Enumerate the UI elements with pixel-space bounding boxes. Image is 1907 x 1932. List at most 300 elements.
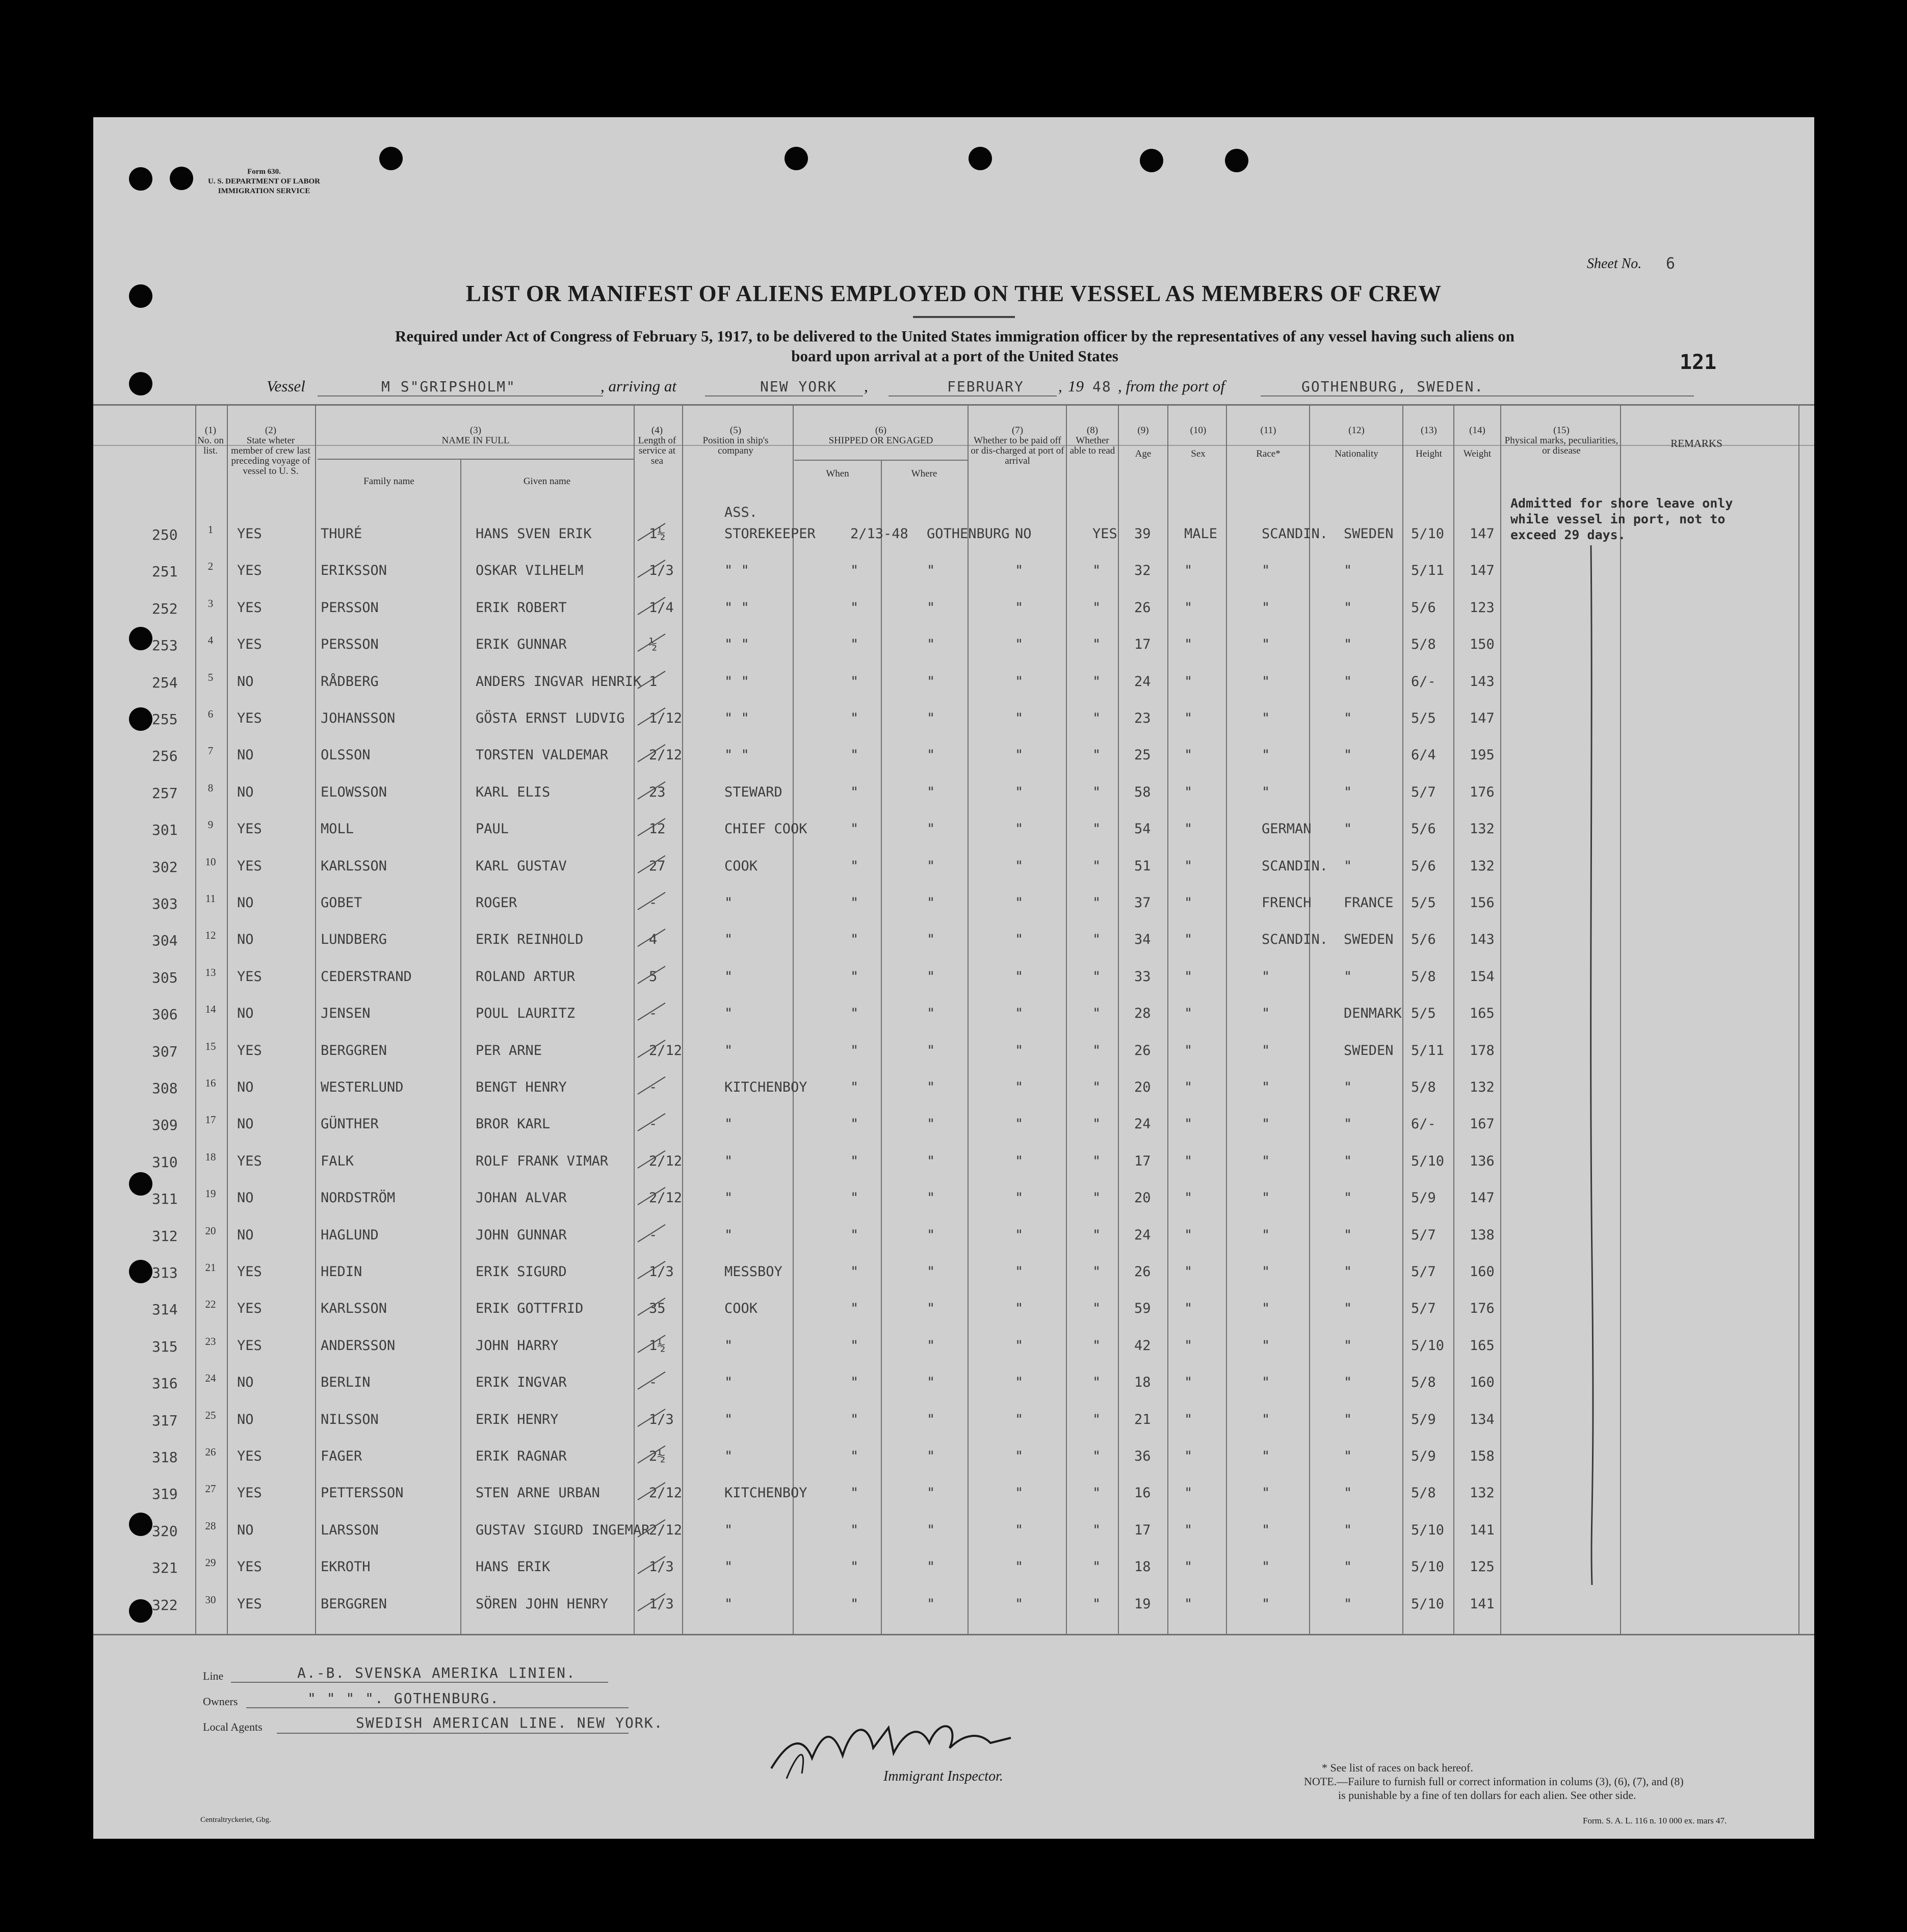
sex: "	[1184, 563, 1193, 578]
length-of-service: 2/12	[649, 1485, 683, 1501]
shipped-when: "	[850, 1227, 859, 1243]
race: SCANDIN.	[1262, 526, 1328, 542]
shipped-where: "	[927, 821, 935, 837]
paid-off: "	[1015, 1005, 1024, 1021]
prev-voyage: NO	[237, 1005, 254, 1021]
line-number: 30	[205, 1594, 216, 1606]
position: "	[724, 1153, 733, 1169]
form-code: Form. S. A. L. 116 n. 10 000 ex. mars 47.	[1583, 1816, 1727, 1825]
arriving-label: , arriving at	[600, 377, 676, 395]
page-title: LIST OR MANIFEST OF ALIENS EMPLOYED ON THE VESSEL AS MEMBERS OF CREW	[465, 281, 1442, 306]
prev-voyage: YES	[237, 1338, 262, 1354]
row-reference-number: 251	[152, 563, 178, 580]
position: STOREKEEPER	[724, 526, 816, 542]
punch-hole	[129, 627, 152, 650]
family-name: FALK	[321, 1153, 354, 1169]
family-name: ERIKSSON	[321, 563, 387, 578]
vessel-label: Vessel	[267, 377, 305, 395]
age: 42	[1134, 1338, 1151, 1354]
tick-mark	[634, 1221, 669, 1246]
length-of-service: -	[649, 1116, 658, 1132]
length-of-service: 1/3	[649, 1596, 674, 1612]
height: 5/10	[1411, 526, 1445, 542]
family-name: ELOWSSON	[321, 784, 387, 800]
tick-mark	[634, 852, 669, 877]
race: "	[1262, 1190, 1270, 1206]
paid-off: "	[1015, 1116, 1024, 1132]
shipped-when: "	[850, 821, 859, 837]
shipped-when: "	[850, 1301, 859, 1316]
shipped-when: "	[850, 600, 859, 616]
weight: 195	[1470, 747, 1495, 763]
able-to-read: "	[1092, 858, 1101, 874]
row-reference-number: 308	[152, 1080, 178, 1097]
able-to-read: "	[1092, 1153, 1101, 1169]
family-name: PERSSON	[321, 637, 379, 652]
length-of-service: 2/12	[649, 1522, 683, 1538]
row-reference-number: 312	[152, 1228, 178, 1245]
shipped-where: "	[927, 932, 935, 947]
shipped-when: "	[850, 747, 859, 763]
age: 24	[1134, 1227, 1151, 1243]
length-of-service: 5	[649, 969, 658, 985]
shipped-where: "	[927, 674, 935, 690]
weight: 123	[1470, 600, 1495, 616]
able-to-read: "	[1092, 1190, 1101, 1206]
shipped-where: "	[927, 1043, 935, 1058]
age: 28	[1134, 1005, 1151, 1021]
prev-voyage: NO	[237, 895, 254, 911]
nationality: "	[1344, 747, 1352, 763]
family-name: LUNDBERG	[321, 932, 387, 947]
col-service-header: (4) Length of service at sea	[638, 425, 676, 466]
tick-mark	[634, 962, 669, 988]
row-reference-number: 315	[152, 1338, 178, 1355]
able-to-read: "	[1092, 1374, 1101, 1390]
family-name: JOHANSSON	[321, 710, 396, 726]
vessel-name: M S"GRIPSHOLM"	[381, 378, 516, 395]
race: "	[1262, 969, 1270, 985]
punch-hole	[969, 147, 992, 170]
race: "	[1262, 1153, 1270, 1169]
agents-label: Local Agents	[203, 1721, 263, 1733]
tick-mark	[634, 1590, 669, 1615]
position: "	[724, 1374, 733, 1390]
height: 5/6	[1411, 600, 1436, 616]
length-of-service: 2/12	[649, 1043, 683, 1058]
able-to-read: "	[1092, 1448, 1101, 1464]
shipped-where: "	[927, 895, 935, 911]
line-number: 21	[205, 1261, 216, 1274]
shipped-when: "	[850, 1485, 859, 1501]
shipped-where: "	[927, 1005, 935, 1021]
family-name: OLSSON	[321, 747, 371, 763]
row-reference-number: 314	[152, 1301, 178, 1318]
tick-mark	[634, 1442, 669, 1467]
able-to-read: YES	[1092, 526, 1117, 542]
able-to-read: "	[1092, 1079, 1101, 1095]
line-number: 15	[205, 1040, 216, 1052]
shipped-when: "	[850, 1559, 859, 1575]
nationality: "	[1344, 1448, 1352, 1464]
able-to-read: "	[1092, 1485, 1101, 1501]
weight: 158	[1470, 1448, 1495, 1464]
prev-voyage: YES	[237, 563, 262, 578]
shipped-when: "	[850, 784, 859, 800]
tick-mark	[634, 593, 669, 619]
punch-hole	[379, 147, 403, 170]
given-name: ROLAND ARTUR	[476, 969, 576, 985]
height: 5/8	[1411, 1079, 1436, 1095]
able-to-read: "	[1092, 1043, 1101, 1058]
race: "	[1262, 1043, 1270, 1058]
remark-shore-leave: Admitted for shore leave only while vessel in port, not to exceed 29 days.	[1510, 496, 1733, 542]
shipped-where: GOTHENBURG	[927, 526, 1010, 542]
shipped-when: "	[850, 1412, 859, 1427]
family-name: EKROTH	[321, 1559, 371, 1575]
race: "	[1262, 563, 1270, 578]
sex: "	[1184, 895, 1193, 911]
sex: "	[1184, 1043, 1193, 1058]
prev-voyage: NO	[237, 674, 254, 690]
sex: MALE	[1184, 526, 1218, 542]
paid-off: "	[1015, 1264, 1024, 1280]
able-to-read: "	[1092, 1227, 1101, 1243]
length-of-service: 2/12	[649, 1190, 683, 1206]
row-reference-number: 321	[152, 1559, 178, 1576]
weight: 125	[1470, 1559, 1495, 1575]
line-number: 9	[207, 818, 214, 831]
able-to-read: "	[1092, 1301, 1101, 1316]
tick-mark	[634, 814, 669, 840]
col-given-name-header: Given name	[523, 476, 571, 487]
line-number: 22	[205, 1298, 216, 1310]
length-of-service: 1/3	[649, 1412, 674, 1427]
nationality: "	[1344, 1338, 1352, 1354]
age: 36	[1134, 1448, 1151, 1464]
able-to-read: "	[1092, 932, 1101, 947]
tick-mark	[634, 999, 669, 1024]
length-of-service: 1/3	[649, 563, 674, 578]
agents-value: SWEDISH AMERICAN LINE. NEW YORK.	[356, 1714, 664, 1731]
age: 37	[1134, 895, 1151, 911]
shipped-where: "	[927, 710, 935, 726]
col-position-header: (5) Position in ship's company	[702, 425, 769, 456]
able-to-read: "	[1092, 1596, 1101, 1612]
line-number: 20	[205, 1225, 216, 1237]
length-of-service: 1/12	[649, 710, 683, 726]
family-name: HAGLUND	[321, 1227, 379, 1243]
age: 32	[1134, 563, 1151, 578]
height: 5/10	[1411, 1522, 1445, 1538]
height: 5/11	[1411, 1043, 1445, 1058]
nationality: "	[1344, 637, 1352, 652]
sex: "	[1184, 821, 1193, 837]
position: "	[724, 1116, 733, 1132]
given-name: PER ARNE	[476, 1043, 542, 1058]
departure-port: GOTHENBURG, SWEDEN.	[1301, 378, 1484, 395]
shipped-when: "	[850, 1153, 859, 1169]
able-to-read: "	[1092, 637, 1101, 652]
tick-mark	[634, 1516, 669, 1541]
height: 5/8	[1411, 1485, 1436, 1501]
line-number: 24	[205, 1372, 216, 1384]
row-reference-number: 301	[152, 822, 178, 838]
able-to-read: "	[1092, 1522, 1101, 1538]
tick-mark	[634, 1109, 669, 1135]
arriving-port: NEW YORK	[760, 378, 837, 395]
tick-mark	[634, 1368, 669, 1393]
age: 16	[1134, 1485, 1151, 1501]
family-name: PETTERSSON	[321, 1485, 404, 1501]
paid-off: "	[1015, 1559, 1024, 1575]
tick-mark	[634, 778, 669, 803]
row-reference-number: 309	[152, 1117, 178, 1133]
row-reference-number: 255	[152, 711, 178, 728]
nationality: "	[1344, 1596, 1352, 1612]
position: KITCHENBOY	[724, 1079, 807, 1095]
race: "	[1262, 1301, 1270, 1316]
shipped-where: "	[927, 1559, 935, 1575]
age: 26	[1134, 600, 1151, 616]
line-label: Line	[203, 1670, 224, 1682]
family-name: KARLSSON	[321, 858, 387, 874]
shipped-when: 2/13-48	[850, 526, 908, 542]
race: "	[1262, 784, 1270, 800]
family-name: NILSSON	[321, 1412, 379, 1427]
shipped-when: "	[850, 1596, 859, 1612]
shipped-when: "	[850, 1264, 859, 1280]
weight: 132	[1470, 1079, 1495, 1095]
nationality: "	[1344, 1079, 1352, 1095]
weight: 143	[1470, 932, 1495, 947]
able-to-read: "	[1092, 895, 1101, 911]
fine-note-line-1: NOTE.—Failure to furnish full or correct information in colums (3), (6), (7), and (8)	[1304, 1775, 1684, 1788]
col-name-header: (3) NAME IN FULL	[441, 425, 510, 446]
shipped-where: "	[927, 858, 935, 874]
age: 18	[1134, 1374, 1151, 1390]
sex: "	[1184, 747, 1193, 763]
paid-off: "	[1015, 747, 1024, 763]
weight: 132	[1470, 821, 1495, 837]
prev-voyage: YES	[237, 1596, 262, 1612]
given-name: ERIK GOTTFRID	[476, 1301, 584, 1316]
shipped-where: "	[927, 1338, 935, 1354]
sex: "	[1184, 1596, 1193, 1612]
height: 5/7	[1411, 1264, 1436, 1280]
length-of-service: ½	[649, 637, 658, 652]
comma-sep: ,	[864, 377, 868, 395]
given-name: OSKAR VILHELM	[476, 563, 584, 578]
shipped-when: "	[850, 674, 859, 690]
prev-voyage: NO	[237, 1412, 254, 1427]
paid-off: "	[1015, 1448, 1024, 1464]
height: 5/5	[1411, 895, 1436, 911]
prev-voyage: YES	[237, 1264, 262, 1280]
position: "	[724, 1043, 733, 1058]
tick-mark	[634, 1147, 669, 1172]
nationality: DENMARK	[1344, 1005, 1402, 1021]
position-prefix: ASS.	[724, 505, 758, 520]
shipped-when: "	[850, 858, 859, 874]
nationality: "	[1344, 969, 1352, 985]
col-family-name-header: Family name	[363, 476, 414, 487]
race: "	[1262, 1522, 1270, 1538]
given-name: ERIK RAGNAR	[476, 1448, 567, 1464]
shipped-where: "	[927, 563, 935, 578]
height: 5/9	[1411, 1448, 1436, 1464]
ditto-bracket-line	[1582, 545, 1602, 1590]
height: 5/9	[1411, 1190, 1436, 1206]
tick-mark	[634, 667, 669, 693]
row-reference-number: 252	[152, 600, 178, 617]
races-note: * See list of races on back hereof.	[1322, 1761, 1473, 1774]
length-of-service: 1	[649, 674, 658, 690]
prev-voyage: NO	[237, 1116, 254, 1132]
age: 34	[1134, 932, 1151, 947]
prev-voyage: YES	[237, 1301, 262, 1316]
shipped-where: "	[927, 784, 935, 800]
paid-off: "	[1015, 600, 1024, 616]
position: "	[724, 969, 733, 985]
weight: 147	[1470, 710, 1495, 726]
position: "	[724, 1227, 733, 1243]
race: "	[1262, 747, 1270, 763]
race: "	[1262, 710, 1270, 726]
position: "	[724, 1190, 733, 1206]
line-number: 8	[207, 782, 214, 794]
race: "	[1262, 1227, 1270, 1243]
comma-sep-2: ,	[1058, 377, 1062, 395]
shipped-when: "	[850, 1005, 859, 1021]
inspector-label: Immigrant Inspector.	[883, 1768, 1003, 1784]
prev-voyage: NO	[237, 1227, 254, 1243]
shipped-where: "	[927, 1412, 935, 1427]
prev-voyage: YES	[237, 637, 262, 652]
paid-off: "	[1015, 1522, 1024, 1538]
family-name: GÜNTHER	[321, 1116, 379, 1132]
race: "	[1262, 1374, 1270, 1390]
race: "	[1262, 637, 1270, 652]
punch-hole	[785, 147, 808, 170]
shipped-when: "	[850, 1448, 859, 1464]
family-name: LARSSON	[321, 1522, 379, 1538]
manifest-sheet	[93, 117, 1814, 1839]
length-of-service: -	[649, 895, 658, 911]
age: 17	[1134, 1522, 1151, 1538]
line-number: 16	[205, 1077, 216, 1089]
able-to-read: "	[1092, 1338, 1101, 1354]
age: 26	[1134, 1043, 1151, 1058]
length-of-service: -	[649, 1005, 658, 1021]
nationality: FRANCE	[1344, 895, 1394, 911]
col-race-header: (11) Race*	[1256, 425, 1281, 459]
paid-off: "	[1015, 1412, 1024, 1427]
prev-voyage: YES	[237, 1559, 262, 1575]
height: 5/10	[1411, 1596, 1445, 1612]
tick-mark	[634, 925, 669, 950]
line-number: 12	[205, 929, 216, 941]
length-of-service: 27	[649, 858, 666, 874]
tick-mark	[634, 740, 669, 766]
nationality: "	[1344, 563, 1352, 578]
age: 21	[1134, 1412, 1151, 1427]
paid-off: "	[1015, 784, 1024, 800]
stamp-number: 121	[1680, 351, 1717, 374]
able-to-read: "	[1092, 1264, 1101, 1280]
weight: 136	[1470, 1153, 1495, 1169]
prev-voyage: YES	[237, 1448, 262, 1464]
able-to-read: "	[1092, 1412, 1101, 1427]
col-sex-header: (10) Sex	[1190, 425, 1207, 459]
row-reference-number: 307	[152, 1043, 178, 1060]
given-name: STEN ARNE URBAN	[476, 1485, 600, 1501]
race: "	[1262, 1412, 1270, 1427]
shipped-when: "	[850, 1116, 859, 1132]
shipped-when: "	[850, 1374, 859, 1390]
nationality: "	[1344, 784, 1352, 800]
length-of-service: 12	[649, 821, 666, 837]
family-name: JENSEN	[321, 1005, 371, 1021]
paid-off: "	[1015, 1485, 1024, 1501]
race: "	[1262, 1005, 1270, 1021]
age: 20	[1134, 1079, 1151, 1095]
race: "	[1262, 1338, 1270, 1354]
able-to-read: "	[1092, 1005, 1101, 1021]
given-name: HANS SVEN ERIK	[476, 526, 592, 542]
prev-voyage: NO	[237, 1522, 254, 1538]
form-dept: U. S. DEPARTMENT OF LABOR	[207, 177, 321, 186]
row-reference-number: 253	[152, 637, 178, 654]
position: "	[724, 932, 733, 947]
shipped-where: "	[927, 1227, 935, 1243]
nationality: "	[1344, 674, 1352, 690]
race: "	[1262, 1079, 1270, 1095]
nationality: "	[1344, 1374, 1352, 1390]
able-to-read: "	[1092, 563, 1101, 578]
weight: 160	[1470, 1264, 1495, 1280]
prev-voyage: YES	[237, 858, 262, 874]
position: KITCHENBOY	[724, 1485, 807, 1501]
family-name: CEDERSTRAND	[321, 969, 412, 985]
tick-mark	[634, 1331, 669, 1357]
tick-mark	[634, 556, 669, 581]
shipped-where: "	[927, 1264, 935, 1280]
weight: 178	[1470, 1043, 1495, 1058]
punch-hole	[129, 167, 152, 191]
row-reference-number: 303	[152, 895, 178, 912]
age: 17	[1134, 1153, 1151, 1169]
weight: 165	[1470, 1005, 1495, 1021]
length-of-service: 2/12	[649, 1153, 683, 1169]
height: 5/7	[1411, 1227, 1436, 1243]
row-reference-number: 256	[152, 748, 178, 764]
height: 5/8	[1411, 637, 1436, 652]
sex: "	[1184, 1227, 1193, 1243]
given-name: ERIK HENRY	[476, 1412, 559, 1427]
age: 24	[1134, 1116, 1151, 1132]
family-name: WESTERLUND	[321, 1079, 404, 1095]
tick-mark	[634, 1073, 669, 1098]
sex: "	[1184, 858, 1193, 874]
given-name: BENGT HENRY	[476, 1079, 567, 1095]
paid-off: "	[1015, 821, 1024, 837]
weight: 154	[1470, 969, 1495, 985]
length-of-service: 1½	[649, 526, 666, 542]
weight: 176	[1470, 1301, 1495, 1316]
nationality: "	[1344, 858, 1352, 874]
given-name: JOHN HARRY	[476, 1338, 559, 1354]
